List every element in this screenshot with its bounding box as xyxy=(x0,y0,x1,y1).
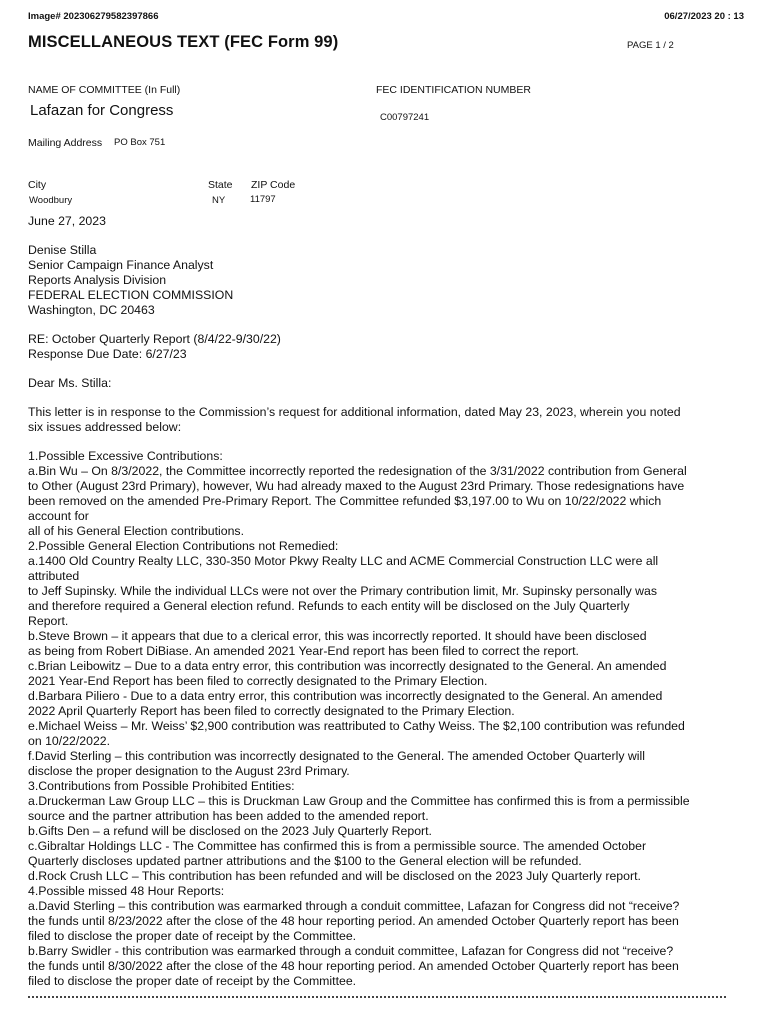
re-line: Response Due Date: 6/27/23 xyxy=(28,347,187,361)
addressee-line: FEDERAL ELECTION COMMISSION xyxy=(28,288,234,302)
page-number: PAGE 1 / 2 xyxy=(627,40,674,51)
letter-date: June 27, 2023 xyxy=(28,214,106,228)
zip-label: ZIP Code xyxy=(251,179,296,191)
zip-code: 11797 xyxy=(250,194,276,205)
issues-list: 1.Possible Excessive Contributions: a.Bin Wu – On 8/3/2022, the Committee incorrectly reported the redesignation of the 3/31/2022 contribution from General to Other (August 23rd Primary), however, Wu had already maxed to the August 23rd Primary. Those redesignations have been removed on the amended Pre-Primary Report. The Committee refunded $3,197.00 to Wu on 10/22/2022 which account for all of his General Election contributions. 2.Possible General Election Contributions not Remedied: a.1400 Old Country Realty LLC, 330-350 Motor Pkwy Realty LLC and ACME Commercial Construction LLC were all attributed to Jeff Supinsky. While the individual LLCs were not over the Primary contribution limit, Mr. Supinsky personally was and therefore required a General election refund. Refunds to each entity will be disclosed on the July Quarterly Report. b.Steve Brown – it appears that due to a clerical error, this was incorrectly reported. It should have been disclosed as being from Robert DiBiase. An amended 2021 Year-End report has been filed to correct the report. c.Brian Leibowitz – Due to a data entry error, this contribution was incorrectly designated to the General. An amended 2021 Year-End Report has been filed to correctly designated to the Primary Election. d.Barbara Piliero - Due to a data entry error, this contribution was incorrectly designated to the General. An amended 2022 April Quarterly Report has been filed to correctly designated to the Primary Election. e.Michael Weiss – Mr. Weiss’ $2,900 contribution was reattributed to Cathy Weiss. The $2,100 contribution was refunded on 10/22/2022. f.David Sterling – this contribution was incorrectly designated to the General. The amended October Quarterly will disclose the proper designation to the August 23rd Primary. 3.Contributions from Possible Prohibited Entities: a.Druckerman Law Group LLC – this is Druckman Law Group and the Committee has confirmed this is from a permissible source and the partner attribution has been added to the amended report. b.Gifts Den – a refund will be disclosed on the 2023 July Quarterly Report. c.Gibraltar Holdings LLC - The Committee has confirmed this is from a permissible source. The amended October Quarterly discloses updated partner attributions and the $100 to the General election will be refunded. d.Rock Crush LLC – This contribution has been refunded and will be disclosed on the 2023 July Quarterly report. 4.Possible missed 48 Hour Reports: a.David Sterling – this contribution was earmarked through a conduit committee, Lafazan for Congress did not “receive? the funds until 8/23/2022 after the close of the 48 hour reporting period. An amended October Quarterly report has been filed to disclose the proper date of receipt by the Committee. b.Barry Swidler - this contribution was earmarked through a conduit committee, Lafazan for Congress did not “receive? the funds until 8/30/2022 after the close of the 48 hour reporting period. An amended October Quarterly report has been filed to disclose the proper date of receipt by the Committee. xyxy=(28,449,690,988)
addressee-block xyxy=(28,243,728,318)
addressee-line: Senior Campaign Finance Analyst xyxy=(28,258,214,272)
mailing-address: PO Box 751 xyxy=(114,137,166,148)
re-block xyxy=(28,332,728,362)
fec-id: C00797241 xyxy=(380,112,430,123)
re-line: RE: October Quarterly Report (8/4/22-9/30/22) xyxy=(28,332,281,346)
committee-name: Lafazan for Congress xyxy=(30,102,174,119)
city-label: City xyxy=(28,179,47,191)
filing-datetime: 06/27/2023 20 : 13 xyxy=(664,11,744,22)
addressee-line: Washington, DC 20463 xyxy=(28,303,155,317)
state: NY xyxy=(212,195,226,206)
fec-id-label: FEC IDENTIFICATION NUMBER xyxy=(376,84,531,96)
mailing-address-label: Mailing Address xyxy=(28,137,103,149)
form-title: MISCELLANEOUS TEXT (FEC Form 99) xyxy=(28,33,339,51)
state-label: State xyxy=(208,179,233,191)
intro-paragraph: This letter is in response to the Commission’s request for additional information, dated May 23, 2023, wherein you noted six issues addressed below: xyxy=(28,405,681,434)
salutation: Dear Ms. Stilla: xyxy=(28,376,112,390)
letter-body xyxy=(28,214,728,989)
page-divider xyxy=(28,996,726,998)
committee-name-label: NAME OF COMMITTEE (In Full) xyxy=(28,84,181,96)
image-id: Image# 202306279582397866 xyxy=(28,11,159,22)
city: Woodbury xyxy=(29,195,73,206)
addressee-line: Reports Analysis Division xyxy=(28,273,167,287)
addressee-line: Denise Stilla xyxy=(28,243,97,257)
